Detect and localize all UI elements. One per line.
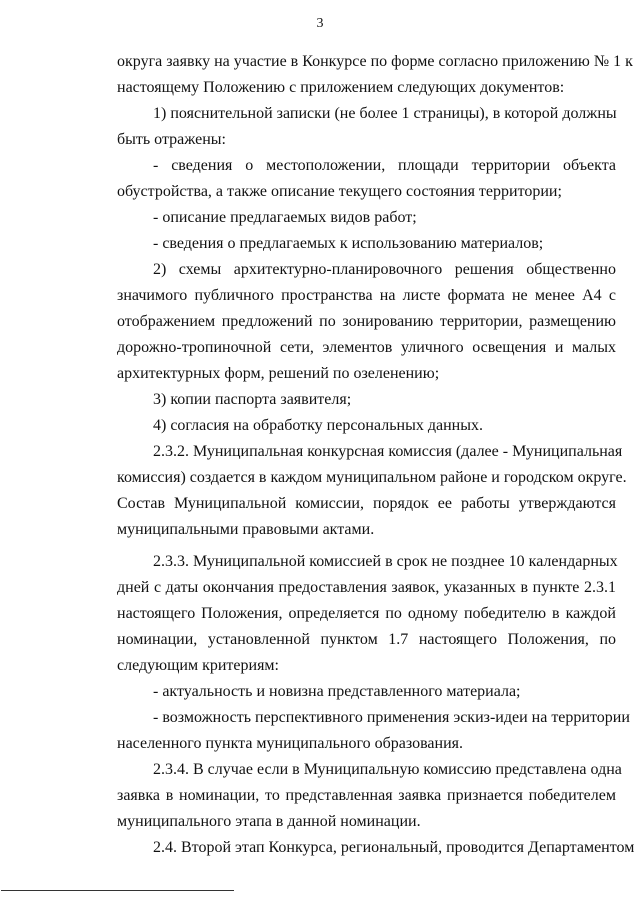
text-line: дней с даты окончания предоставления заявок, указанных в пункте 2.3.1 [117,579,616,596]
page-number: 3 [316,16,324,31]
text-line: 2) схемы архитектурно-планировочного решения общественно [153,261,616,278]
text-line: быть отражены: [117,131,226,148]
text-line: - актуальность и новизна представленного материала; [153,683,521,700]
text-line: Состав Муниципальной комиссии, порядок ее работы утверждаются [117,495,616,512]
text-line: 1) пояснительной записки (не более 1 страницы), в которой должны [153,105,617,122]
text-line: номинации, установленной пунктом 1.7 настоящего Положения, по [117,631,616,648]
text-line: муниципальными правовыми актами. [117,521,375,538]
text-line: комиссия) создается в каждом муниципальном районе и городском округе. [117,469,627,486]
text-line: округа заявку на участие в Конкурсе по форме согласно приложению № 1 к [117,53,633,70]
text-line: заявка в номинации, то представленная заявка признается победителем [117,787,616,804]
text-line: 2.3.2. Муниципальная конкурсная комиссия (далее - Муниципальная [153,443,623,460]
text-line: настоящему Положению с приложением следующих документов: [117,79,565,96]
text-line: архитектурных форм, решений по озеленению; [117,365,440,382]
text-line: - сведения о предлагаемых к использованию материалов; [153,235,544,252]
text-line: - возможность перспективного применения эскиз-идеи на территории [153,709,630,726]
text-line: следующим критериям: [117,657,279,674]
text-line: 4) согласия на обработку персональных данных. [153,417,483,434]
text-line: обустройства, а также описание текущего состояния территории; [117,183,562,200]
text-line: 2.4. Второй этап Конкурса, региональный, проводится Департаментом [153,839,635,856]
text-line: 2.3.3. Муниципальной комиссией в срок не позднее 10 календарных [153,553,618,570]
text-line: муниципального этапа в данной номинации. [117,813,421,830]
text-line: дорожно-тропиночной сети, элементов уличного освещения и малых [117,339,616,356]
text-line: - описание предлагаемых видов работ; [153,209,417,226]
text-line: отображением предложений по зонированию территории, размещению [117,313,616,330]
text-line: значимого публичного пространства на листе формата не менее А4 с [117,287,616,304]
text-line: 3) копии паспорта заявителя; [153,391,352,408]
document-body [117,49,635,861]
text-line: населенного пункта муниципального образования. [117,735,463,752]
text-line: 2.3.4. В случае если в Муниципальную комиссию представлена одна [153,761,622,778]
text-line: - сведения о местоположении, площади территории объекта [153,157,616,174]
footer-divider [1,890,234,891]
text-line: настоящего Положения, определяется по одному победителю в каждой [117,605,616,622]
